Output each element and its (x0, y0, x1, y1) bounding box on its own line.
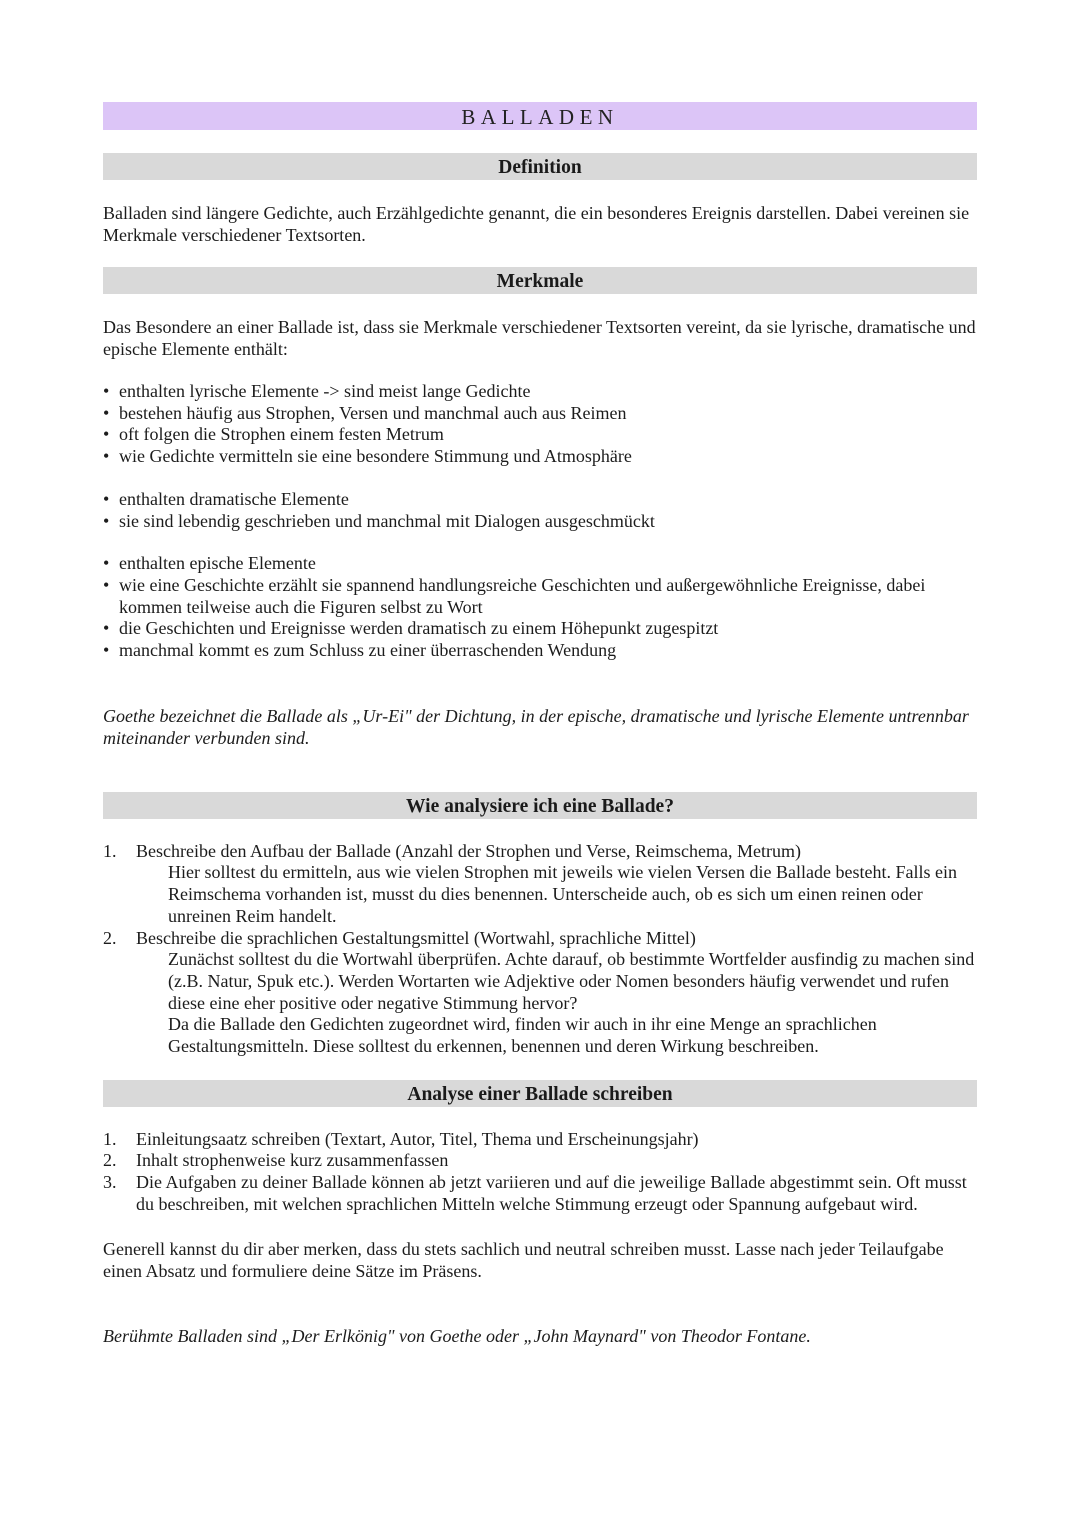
step-number: 2. (103, 1150, 117, 1171)
definition-text: Balladen sind längere Gedichte, auch Erzählgedichte genannt, die ein besonderes Ereignis darstellen. Dabei vereinen sie Merkmale verschiedener Textsorten. (103, 203, 970, 245)
list-item: • enthalten dramatische Elemente (103, 488, 349, 509)
list-item: • bestehen häufig aus Strophen, Versen und manchmal auch aus Reimen (103, 402, 627, 423)
bullet-icon: • (103, 424, 110, 445)
step-number: 3. (103, 1172, 117, 1193)
list-item: • die Geschichten und Ereignisse werden dramatisch zu einem Höhepunkt zugespitzt (103, 618, 719, 639)
analyse-steps (103, 841, 977, 1058)
bullet-icon: • (103, 553, 110, 574)
list-item: 2. Inhalt strophenweise kurz zusammenfassen (103, 1150, 449, 1171)
step-title: Beschreibe die sprachlichen Gestaltungsmittel (Wortwahl, sprachliche Mittel) (136, 927, 696, 948)
bullet-icon: • (103, 381, 110, 401)
goethe-quote: Goethe bezeichnet die Ballade als „Ur-Ei" der Dichtung, in der epische, dramatische und lyrische Elemente untrennbar miteinander verbunden sind. (103, 705, 969, 748)
bullet-icon: • (103, 402, 110, 423)
schreiben-steps (103, 1129, 977, 1216)
heading-definition: Definition (103, 153, 977, 180)
step-number: 1. (103, 1128, 117, 1149)
list-item: 3. Die Aufgaben zu deiner Ballade können ab jetzt variieren und auf die jeweilige Ballade abgestimmt sein. Oft musst du beschreiben, mit welchen sprachlichen Mitteln welche Stimmung erzeugt oder Spannung aufgebaut wird. (103, 1172, 967, 1214)
list-item (103, 841, 977, 928)
list-item: • wie Gedichte vermitteln sie eine besondere Stimmung und Atmosphäre (103, 446, 632, 467)
famous-ballads: Berühmte Balladen sind „Der Erlkönig" von Goethe oder „John Maynard" von Theodor Fontane. (103, 1325, 811, 1346)
bullet-icon: • (103, 618, 110, 639)
heading-merkmale: Merkmale (103, 267, 977, 294)
general-advice: Generell kannst du dir aber merken, dass du stets sachlich und neutral schreiben musst. Lasse nach jeder Teilaufgabe einen Absatz und formuliere deine Sätze im Präsens. (103, 1238, 944, 1281)
list-item: • manchmal kommt es zum Schluss zu einer überraschenden Wendung (103, 640, 617, 661)
heading-analyse-schreiben: Analyse einer Ballade schreiben (103, 1080, 977, 1107)
bullet-icon: • (103, 640, 110, 661)
document-page (103, 102, 977, 1347)
list-item: • sie sind lebendig geschrieben und manchmal mit Dialogen ausgeschmückt (103, 510, 655, 531)
list-item: • enthalten lyrische Elemente -> sind meist lange Gedichte (103, 381, 531, 401)
bullet-list-lyrisch (103, 381, 977, 468)
merkmale-intro: Das Besondere an einer Ballade ist, dass sie Merkmale verschiedener Textsorten vereint, da sie lyrische, dramatische und epische Elemente enthält: (103, 317, 976, 359)
heading-wie-analysiere: Wie analysiere ich eine Ballade? (103, 792, 977, 819)
step-description: Zunächst solltest du die Wortwahl überprüfen. Achte darauf, ob bestimmte Wortfelder ausfindig zu machen sind (z.B. Natur, Spuk etc.). Werden Wortarten wie Adjektive oder Nomen besonders häufig verwendet und rufen diese eine eher positive oder negative Stimmung hervor? (168, 949, 975, 1013)
list-item: • enthalten epische Elemente (103, 553, 316, 574)
step-number: 1. (103, 840, 117, 861)
step-number: 2. (103, 927, 117, 948)
document-title: BALLADEN (103, 102, 977, 130)
list-item (103, 928, 977, 1058)
bullet-list-episch (103, 553, 977, 662)
step-title: Beschreibe den Aufbau der Ballade (Anzahl der Strophen und Verse, Reimschema, Metrum) (136, 840, 801, 861)
bullet-list-dramatisch (103, 489, 977, 532)
step-description: Hier solltest du ermitteln, aus wie vielen Strophen mit jeweils wie vielen Versen die Ballade besteht. Falls ein Reimschema vorhanden ist, musst du dies benennen. Unterscheide auch, ob es sich um einen reinen oder unreinen Reim handelt. (168, 862, 957, 926)
bullet-icon: • (103, 446, 110, 467)
list-item: • oft folgen die Strophen einem festen Metrum (103, 424, 444, 445)
bullet-icon: • (103, 488, 110, 509)
list-item: • wie eine Geschichte erzählt sie spannend handlungsreiche Geschichten und außergewöhnliche Ereignisse, dabei kommen teilweise auch die Figuren selbst zu Wort (103, 574, 926, 617)
bullet-icon: • (103, 574, 110, 595)
list-item: 1. Einleitungsaatz schreiben (Textart, Autor, Titel, Thema und Erscheinungsjahr) (103, 1128, 699, 1149)
bullet-icon: • (103, 510, 110, 531)
step-description: Da die Ballade den Gedichten zugeordnet wird, finden wir auch in ihr eine Menge an sprachlichen Gestaltungsmitteln. Diese solltest du erkennen, benennen und deren Wirkung beschreiben. (168, 1014, 877, 1057)
